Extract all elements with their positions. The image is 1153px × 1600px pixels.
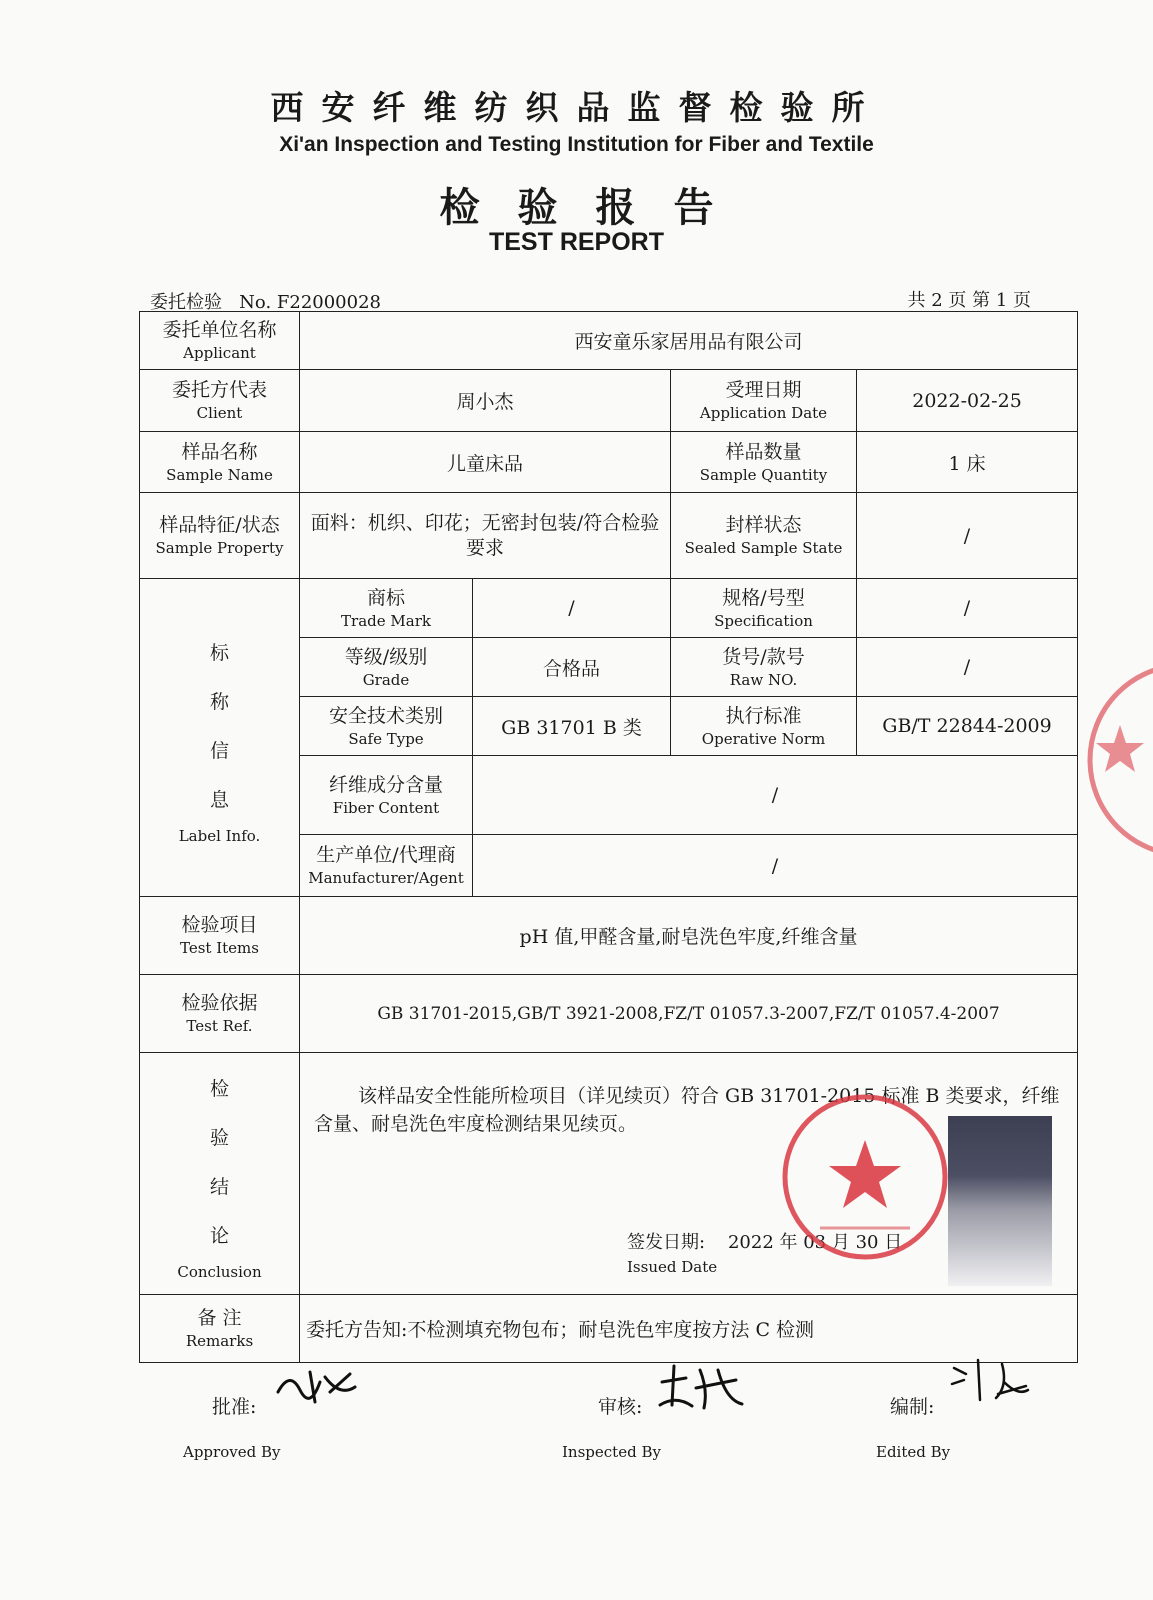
approved-by-label-en: Approved By [183,1443,281,1461]
sample-property-label: 样品特征/状态 Sample Property [140,493,300,579]
operative-norm-label: 执行标准 Operative Norm [671,697,857,756]
trade-mark-row [140,579,1078,638]
approver-signature [270,1362,360,1412]
manufacturer-label: 生产单位/代理商 Manufacturer/Agent [300,835,473,897]
sealed-state-value: / [857,493,1078,579]
safe-type-value: GB 31701 B 类 [473,697,671,756]
edge-seal [1080,655,1153,865]
sample-quantity-value: 1 床 [857,432,1078,493]
report-title-en: TEST REPORT [488,228,664,256]
raw-no-value: / [857,638,1078,697]
page-count: 共 2 页 第 1 页 [907,290,1031,311]
trade-mark-value: / [473,579,671,638]
test-ref-row [140,975,1078,1053]
edited-by-label: 编制: [890,1396,935,1418]
application-date-value: 2022-02-25 [857,370,1078,432]
sample-name-label: 样品名称 Sample Name [140,432,300,493]
specification-value: / [857,579,1078,638]
sample-property-value: 面料：机织、印花；无密封包装/符合检验要求 [300,493,671,579]
application-date-label: 受理日期 Application Date [671,370,857,432]
remarks-label: 备 注 Remarks [140,1295,300,1363]
raw-no-label: 货号/款号 Raw NO. [671,638,857,697]
client-label: 委托方代表 Client [140,370,300,432]
test-ref-value: GB 31701-2015,GB/T 3921-2008,FZ/T 01057.3-2007,FZ/T 01057.4-2007 [300,975,1078,1053]
label-info-side: 标 称 信 息 Label Info. [140,579,300,897]
applicant-value: 西安童乐家居用品有限公司 [300,312,1078,370]
inspected-by-label: 审核: [598,1396,643,1418]
sample-quantity-label: 样品数量 Sample Quantity [671,432,857,493]
editor-signature [948,1356,1032,1406]
fabric-sample-photo [948,1116,1052,1286]
client-row [140,370,1078,432]
manufacturer-value: / [473,835,1078,897]
test-items-value: pH 值,甲醛含量,耐皂洗色牢度,纤维含量 [300,897,1078,975]
sample-name-value: 儿童床品 [300,432,671,493]
issued-date-en: Issued Date [627,1258,718,1276]
report-number: No. F22000028 [239,292,381,313]
sample-name-row [140,432,1078,493]
edited-by-label-en: Edited By [876,1443,951,1461]
test-items-row [140,897,1078,975]
trade-mark-label: 商标 Trade Mark [300,579,473,638]
sealed-state-label: 封样状态 Sealed Sample State [671,493,857,579]
test-ref-label: 检验依据 Test Ref. [140,975,300,1053]
approved-by-label: 批准: [212,1396,257,1418]
client-value: 周小杰 [300,370,671,432]
applicant-row [140,312,1078,370]
specification-label: 规格/号型 Specification [671,579,857,638]
report-title-cn: 检验报告 [439,184,752,231]
remarks-row [140,1295,1078,1363]
test-items-label: 检验项目 Test Items [140,897,300,975]
remarks-value: 委托方告知:不检测填充物包布；耐皂洗色牢度按方法 C 检测 [300,1295,1078,1363]
institution-name-cn: 西安纤维纺织品监督检验所 [270,88,883,127]
official-seal [780,1092,950,1262]
fiber-content-value: / [473,756,1078,835]
grade-value: 合格品 [473,638,671,697]
report-type: 委托检验 [150,292,222,313]
inspected-by-label-en: Inspected By [562,1443,661,1461]
issued-date-value: 2022 年 03 月 30 日 [727,1232,903,1253]
sample-property-row [140,493,1078,579]
issued-date: 签发日期: 2022 年 03 月 30 日 [627,1232,903,1253]
operative-norm-value: GB/T 22844-2009 [857,697,1078,756]
fiber-content-label: 纤维成分含量 Fiber Content [300,756,473,835]
inspector-signature [656,1360,746,1415]
institution-name-en: Xi'an Inspection and Testing Institution for Fiber and Textile [279,133,874,156]
applicant-label: 委托单位名称 Applicant [140,312,300,370]
safe-type-label: 安全技术类别 Safe Type [300,697,473,756]
conclusion-text: 该样品安全性能所检项目（详见续页）符合 GB 31701-2015 标准 B 类要求，纤维含量、耐皂洗色牢度检测结果见续页。 [314,1085,1060,1135]
conclusion-side: 检 验 结 论 Conclusion [140,1053,300,1295]
grade-label: 等级/级别 Grade [300,638,473,697]
